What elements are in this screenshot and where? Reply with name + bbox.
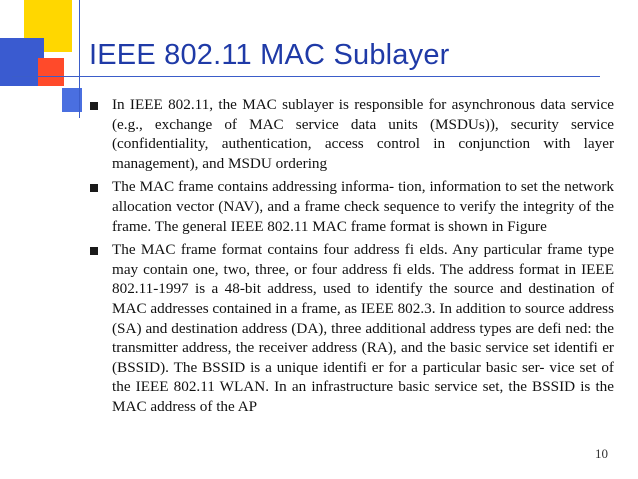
bullet-text: In IEEE 802.11, the MAC sublayer is responsible for asynchronous data service (e.g., exchange of MAC service data units (MSDUs)), security service (confidentiality, authentication, access control in conjunction with layer management), and MSDU ordering [112,96,614,172]
square-bullet-icon [90,247,98,255]
square-bullet-icon [90,184,98,192]
title-underline [12,76,600,77]
bullet-text: The MAC frame format contains four address fi elds. Any particular frame type may contain one, two, three, or four address fi elds. The address format in IEEE 802.11-1997 is a 48-bit address, used to identify the source and destination of MAC addresses contained in a frame, as IEEE 802.3. In addition to source address (SA) and destination address (DA), three additional address types are defi ned: the transmitter address, the receiver address (RA), and the basic service set identifi er (BSSID). The BSSID is a unique identifi er for a particular basic ser- vice set of the IEEE 802.11 WLAN. In an infrastructure basic service set, the BSSID is the MAC address of the AP [112,241,614,415]
slide-title: IEEE 802.11 MAC Sublayer [89,39,450,71]
bullet-list [90,95,614,421]
bullet-text: The MAC frame contains addressing informa- tion, information to set the network allocation vector (NAV), and a frame check sequence to verify the integrity of the frame. The general IEEE 802.11 MAC frame format is shown in Figure [112,178,614,235]
bullet-item [90,240,614,416]
square-bullet-icon [90,102,98,110]
decorative-red-square [38,58,64,86]
page-number: 10 [595,446,608,461]
bullet-item [90,95,614,173]
decorative-vertical-line [79,0,80,118]
bullet-item [90,177,614,236]
